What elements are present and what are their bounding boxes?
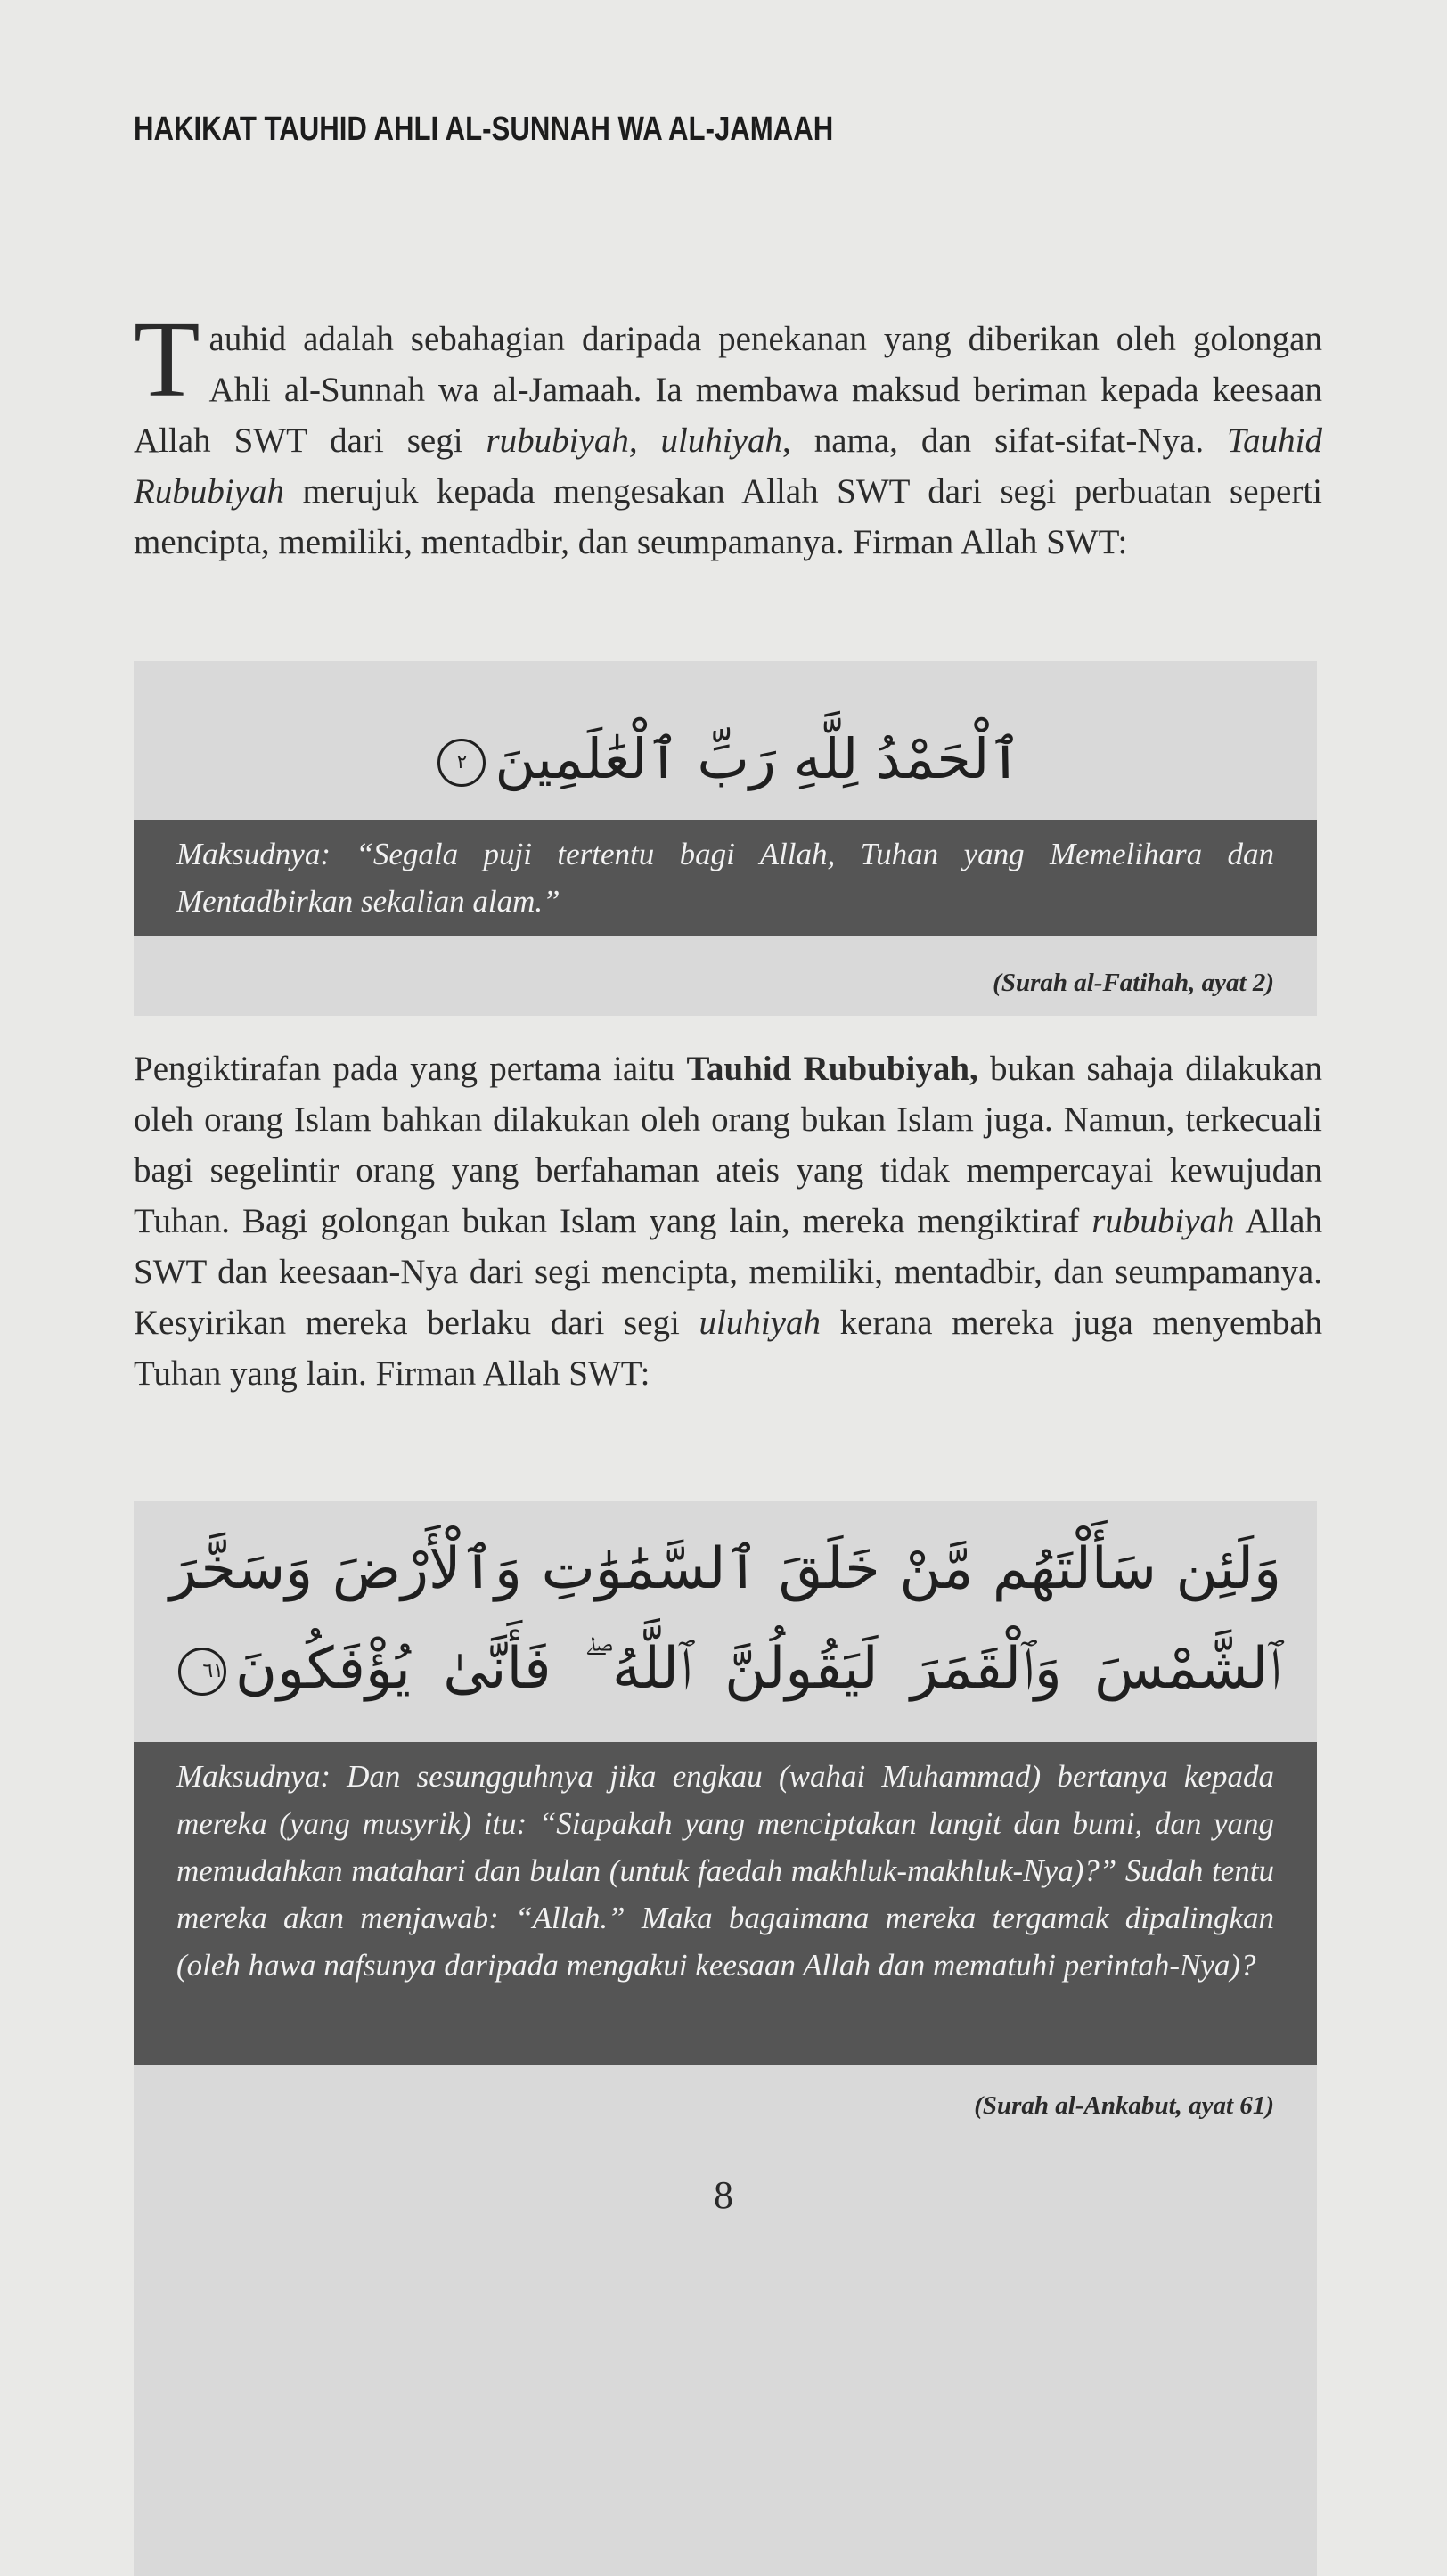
para1-italic-2: Tauhid Rububiyah [134, 421, 1322, 511]
paragraph-rububiyah [134, 1043, 1322, 1399]
ayah-number-mark: ٢ [437, 739, 486, 787]
verse-citation: (Surah al-Fatihah, ayat 2) [993, 969, 1274, 997]
para1-text-1: auhid adalah sebahagian daripada penekanan yang diberikan oleh golongan Ahli al-Sunnah wa al-Jamaah. Ia membawa maksud beriman kepada keesaan Allah SWT dari segi [134, 320, 1322, 460]
ayah-number-mark: ٦١ [178, 1648, 226, 1696]
arabic-verse-fatihah [134, 710, 1317, 808]
arabic-verse-line-1: وَلَئِن سَأَلْتَهُم مَّنْ خَلَقَ ٱلسَّمَٰوَٰتِ وَٱلْأَرْضَ وَسَخَّرَ [169, 1536, 1281, 1602]
para1-text-2: , nama, dan sifat-sifat-Nya. [782, 421, 1228, 460]
para2-text-1: Pengiktirafan pada yang pertama iaitu [134, 1050, 687, 1088]
para1-italic-1: rububiyah, uluhiyah [486, 421, 782, 460]
quran-verse-box-ankabut [134, 1501, 1317, 2576]
verse-citation: (Surah al-Ankabut, ayat 61) [974, 2091, 1274, 2120]
para2-italic-1: rububiyah [1091, 1202, 1235, 1240]
para2-text-2: bukan sahaja dilakukan oleh orang Islam bahkan dilakukan oleh orang bukan Islam juga. Namun, terkecuali bagi segelintir orang yang berfahaman ateis yang tidak mempercayai kewujudan Tuhan. Bagi golongan bukan Islam yang lain, mereka mengiktiraf [134, 1050, 1322, 1240]
quran-verse-box-fatihah [134, 661, 1317, 1016]
verse-translation: Maksudnya: Dan sesungguhnya jika engkau (wahai Muhammad) bertanya kepada mereka (yang musyrik) itu: “Siapakah yang menciptakan langit dan bumi, dan yang memudahkan matahari dan bulan (untuk faedah makhluk-makhluk-Nya)?” Sudah tentu mereka akan menjawab: “Allah.” Maka bagaimana mereka tergamak dipalingkan (oleh hawa nafsunya daripada mengakui keesaan Allah dan mematuhi perintah-Nya)? [134, 1742, 1317, 2065]
arabic-verse-text: ٱلْحَمْدُ لِلَّهِ رَبِّ ٱلْعَٰلَمِينَ [495, 726, 1022, 791]
verse-translation: Maksudnya: “Segala puji tertentu bagi Allah, Tuhan yang Memelihara dan Mentadbirkan sekalian alam.” [134, 820, 1317, 936]
running-head-title: HAKIKAT TAUHID AHLI AL-SUNNAH WA AL-JAMAAH [134, 110, 834, 148]
para1-text-3: merujuk kepada mengesakan Allah SWT dari segi perbuatan seperti mencipta, memiliki, mentadbir, dan seumpamanya. Firman Allah SWT: [134, 472, 1322, 561]
page-number: 8 [714, 2173, 733, 2217]
para2-text-3: Allah SWT dan keesaan-Nya dari segi mencipta, memiliki, mentadbir, dan seumpamanya. Kesyirikan mereka berlaku dari segi [134, 1202, 1322, 1342]
para2-italic-2: uluhiyah [699, 1304, 821, 1342]
arabic-verse-line-2: ٱلشَّمْسَ وَٱلْقَمَرَ لَيَقُولُنَّ ٱللَّهُ ۖ فَأَنَّىٰ يُؤْفَكُونَ [235, 1636, 1281, 1702]
para2-text-4: kerana mereka juga menyembah Tuhan yang lain. Firman Allah SWT: [134, 1304, 1323, 1393]
paragraph-tauhid-intro [134, 299, 1322, 568]
para2-bold: Tauhid Rububiyah, [686, 1050, 978, 1088]
drop-cap: T [134, 299, 200, 420]
arabic-verse-ankabut [169, 1519, 1281, 1719]
